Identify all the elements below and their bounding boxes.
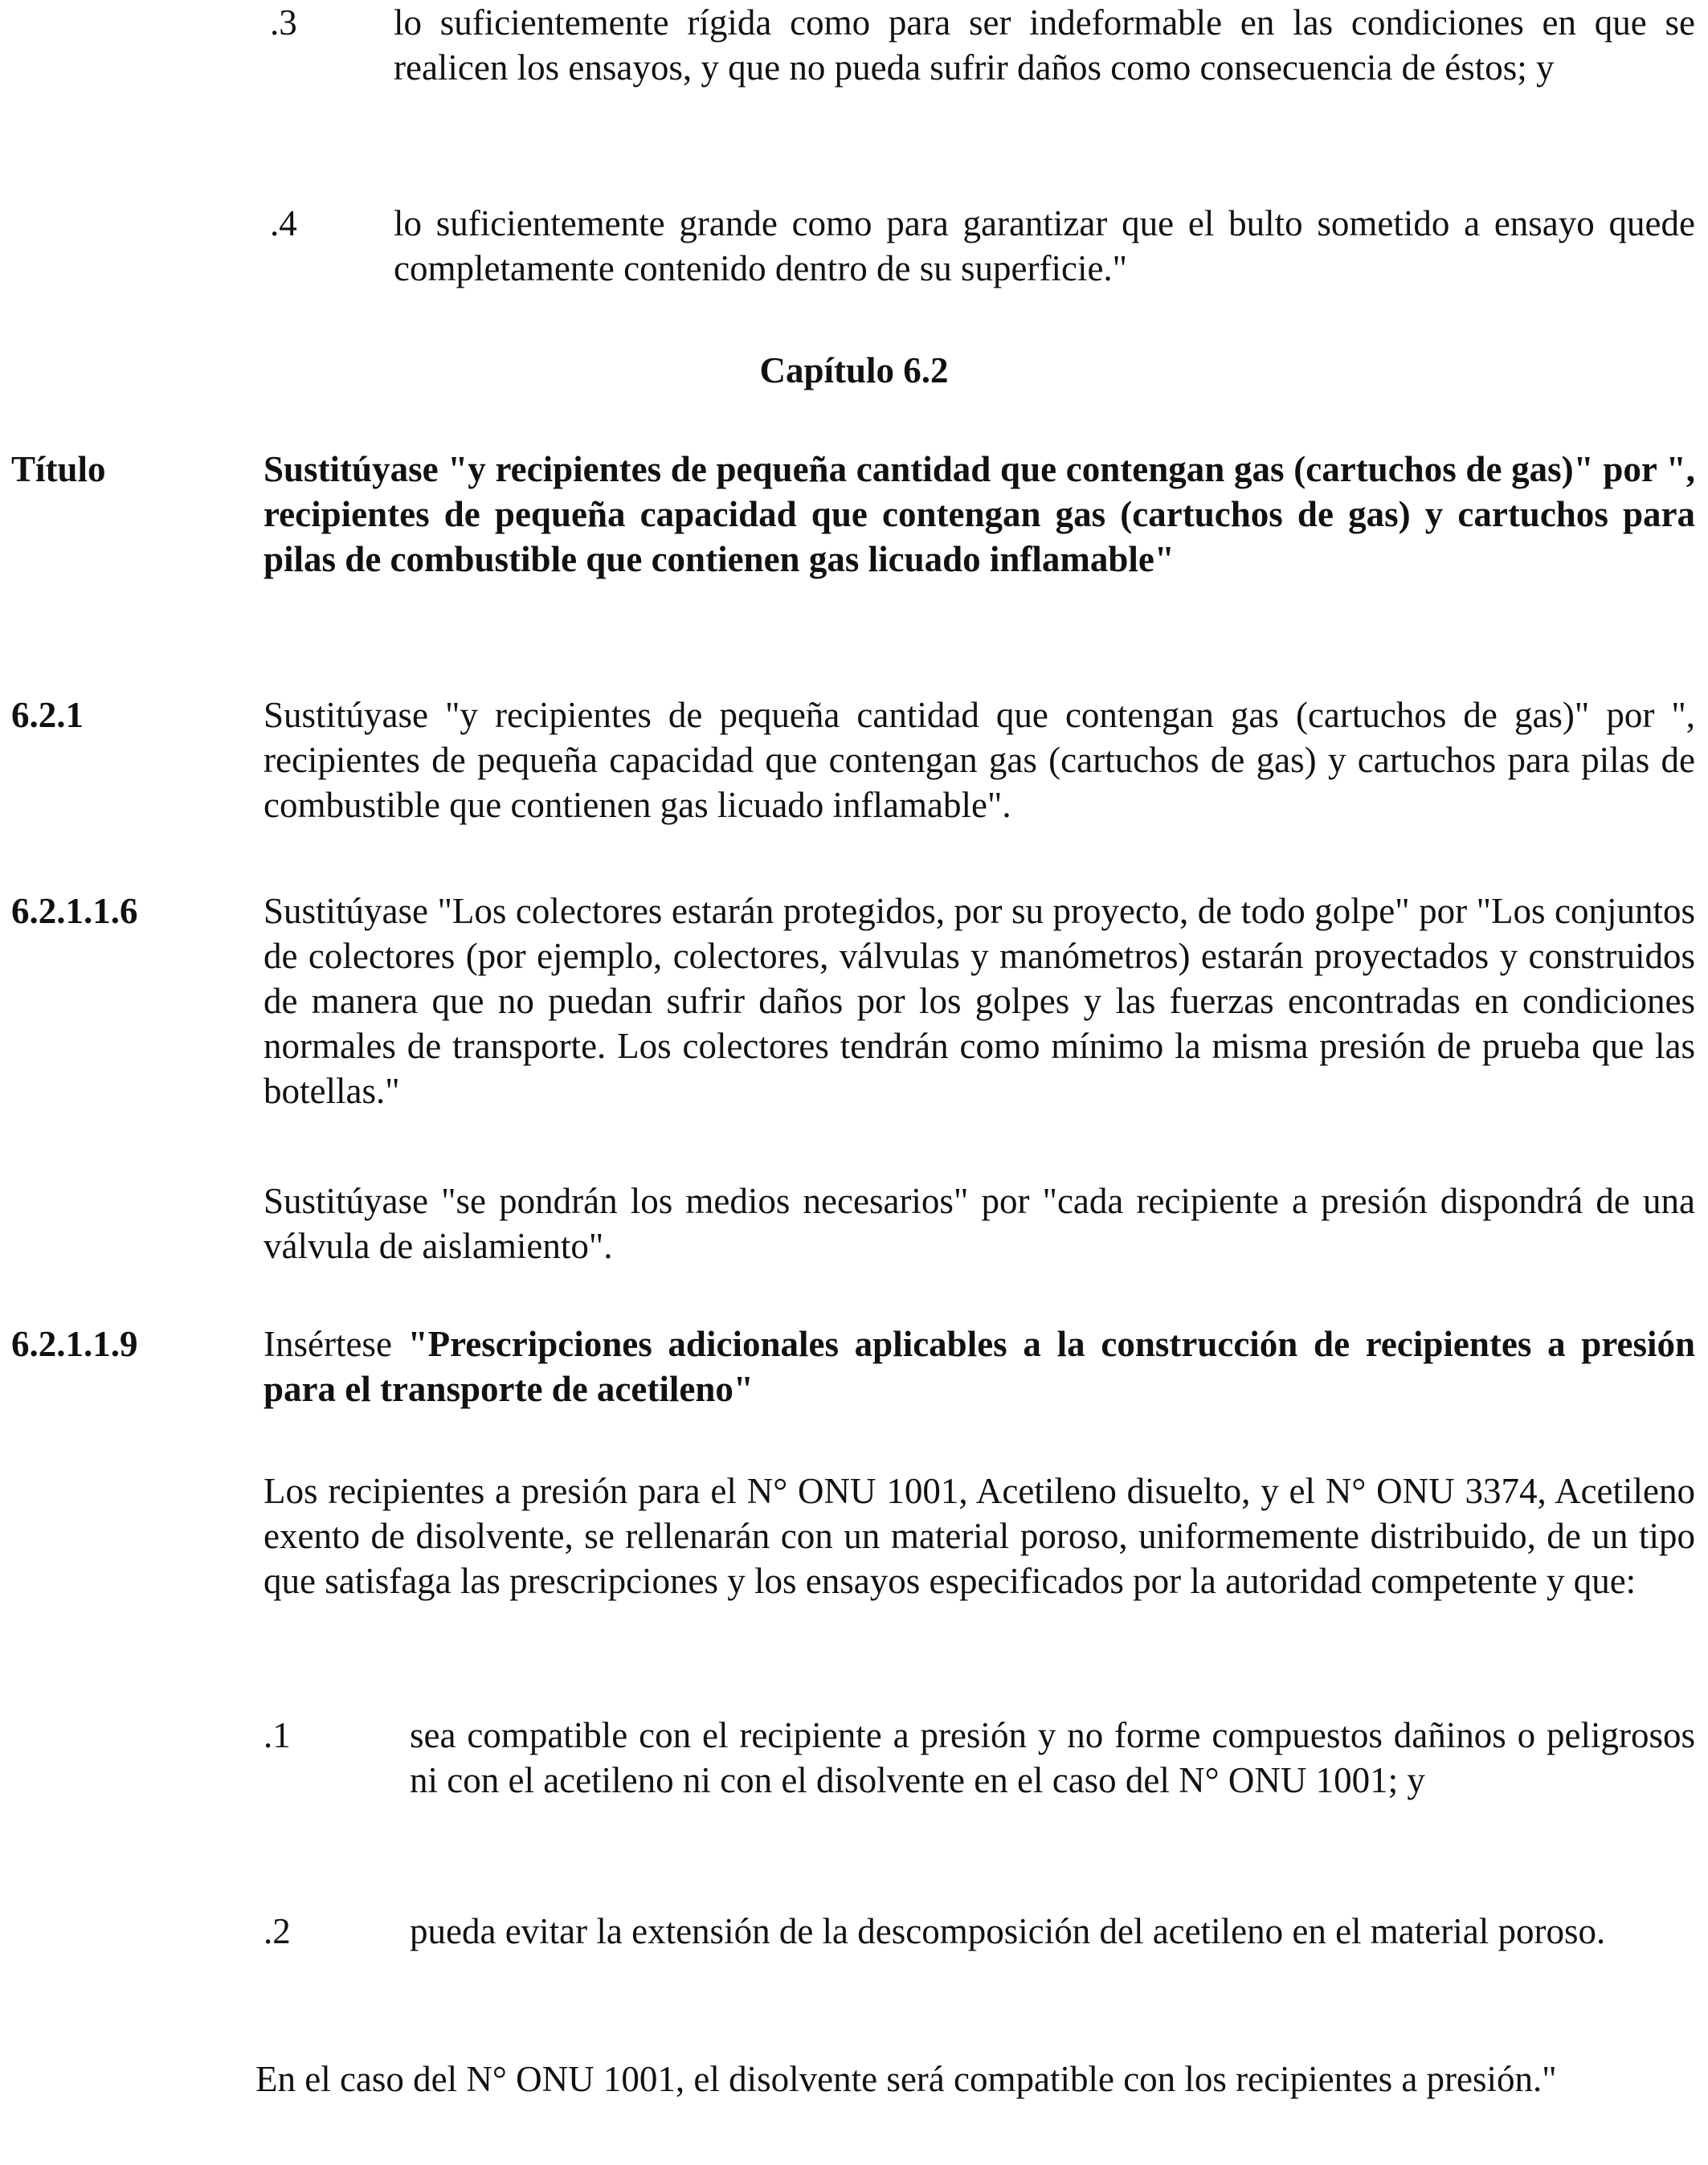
- list-item-number: .2: [264, 1911, 291, 1951]
- section-label-titulo: Título: [11, 449, 106, 489]
- section-text-6-2-1-1-6-second: Sustitúyase "se pondrán los medios necesarios" por "cada recipiente a presión dispondrá de una válvula de aislamiento".: [264, 1181, 1695, 1266]
- section-label-6-2-1-1-9: 6.2.1.1.9: [11, 1324, 138, 1364]
- section-label-6-2-1-1-6: 6.2.1.1.6: [11, 891, 138, 931]
- section-intro-6-2-1-1-9: [264, 1321, 1695, 1411]
- intro-bold-title: "Prescripciones adicionales aplicables a la construcción de recipientes a presión para el transporte de acetileno": [264, 1324, 1696, 1409]
- list-item-text: pueda evitar la extensión de la descomposición del acetileno en el material poroso.: [410, 1911, 1606, 1951]
- list-item-text: lo suficientemente grande como para garantizar que el bulto sometido a ensayo quede completamente contenido dentro de su superficie.": [394, 203, 1695, 288]
- section-text-6-2-1: Sustitúyase "y recipientes de pequeña cantidad que contengan gas (cartuchos de gas)" por ", recipientes de pequeña capacidad que contengan gas (cartuchos de gas) y cartuchos para pilas de combustible que contienen gas licuado inflamable".: [264, 695, 1695, 825]
- list-item-number: .3: [270, 2, 297, 43]
- section-text-6-2-1-1-6: Sustitúyase "Los colectores estarán protegidos, por su proyecto, de todo golpe" por "Los conjuntos de colectores (por ejemplo, colectores, válvulas y manómetros) estarán proyectados y construidos de manera que no puedan sufrir daños por los golpes y las fuerzas encontradas en condiciones normales de transporte. Los colectores tendrán como mínimo la misma presión de prueba que las botellas.": [264, 891, 1695, 1111]
- section-paragraph-6-2-1-1-9: Los recipientes a presión para el N° ONU 1001, Acetileno disuelto, y el N° ONU 3374, Acetileno exento de disolvente, se rellenarán con un material poroso, uniformemente distribuido, de un tipo que satisfaga las prescripciones y los ensayos especificados por la autoridad competente y que:: [264, 1471, 1695, 1601]
- list-item-number: .1: [264, 1715, 291, 1755]
- list-item-text: lo suficientemente rígida como para ser indeformable en las condiciones en que se realicen los ensayos, y que no pueda sufrir daños como consecuencia de éstos; y: [394, 2, 1695, 88]
- list-item-number: .4: [270, 203, 297, 243]
- list-item-text: sea compatible con el recipiente a presión y no forme compuestos dañinos o peligrosos ni con el acetileno ni con el disolvente en el caso del N° ONU 1001; y: [410, 1715, 1695, 1800]
- section-label-6-2-1: 6.2.1: [11, 695, 84, 735]
- intro-prefix: Insértese: [264, 1324, 408, 1364]
- closing-paragraph: En el caso del N° ONU 1001, el disolvente será compatible con los recipientes a presión.": [255, 2059, 1557, 2099]
- section-text-titulo: Sustitúyase "y recipientes de pequeña cantidad que contengan gas (cartuchos de gas)" por ", recipientes de pequeña capacidad que contengan gas (cartuchos de gas) y cartuchos para pilas de combustible que contienen gas licuado inflamable": [264, 449, 1695, 579]
- chapter-heading: Capítulo 6.2: [759, 350, 949, 390]
